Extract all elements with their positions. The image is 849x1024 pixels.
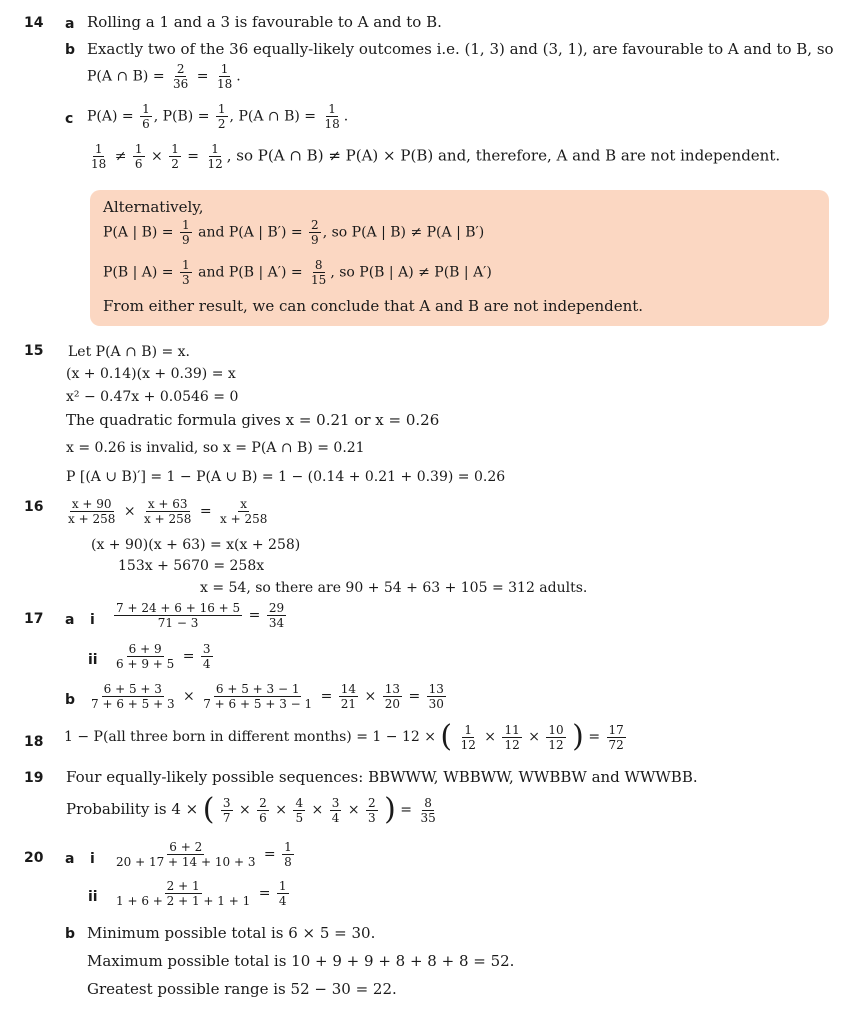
part-label-20a: a <box>65 851 75 867</box>
fraction: $\frac{1}{4}$ <box>278 879 287 908</box>
part-label-17ai: i <box>90 612 95 628</box>
fraction: $\frac{17}{72}$ <box>608 722 624 752</box>
answer-15-line2: (x + 0.14)(x + 0.39) = x <box>66 366 236 382</box>
fraction: $\frac{1}{3}$ <box>182 258 190 287</box>
part-label-14c: c <box>65 111 74 127</box>
fraction: $\frac{6 + 9}{6 + 9 + 5}$ <box>116 642 175 671</box>
fraction: $\frac{3}{4}$ <box>202 642 211 671</box>
answer-16-line3: 153x + 5670 = 258x <box>118 558 265 574</box>
fraction: $\frac{10}{12}$ <box>548 722 564 752</box>
fraction: $\frac{1}{9}$ <box>182 218 190 247</box>
fraction: $\frac{2}{9}$ <box>311 218 319 247</box>
fraction: $\frac{1}{8}$ <box>284 840 292 869</box>
fraction: $\frac{2}{36}$ <box>173 62 189 91</box>
answer-20b-line2: Maximum possible total is 10 + 9 + 9 + 8 + 8 + 8 = 52. <box>87 952 515 970</box>
fraction: $\frac{6 + 2}{20 + 17 + 14 + 10 + 3}$ <box>116 840 256 869</box>
fraction: $\frac{13}{30}$ <box>428 682 444 711</box>
answer-15-line3: x² − 0.47x + 0.0546 = 0 <box>66 389 239 405</box>
fraction: $\frac{13}{20}$ <box>384 682 400 711</box>
question-number-20: 20 <box>24 850 44 866</box>
part-label-17b: b <box>65 692 76 708</box>
answer-16-line4: x = 54, so there are 90 + 54 + 63 + 105 = 312 adults. <box>200 580 588 596</box>
callout-title: Alternatively, <box>103 198 204 216</box>
answer-17aii: $\frac{6 + 9}{6 + 9 + 5}$ = $\frac{3}{4}$ <box>116 642 211 671</box>
callout-conclusion: From either result, we can conclude that A and B are not independent. <box>103 297 644 315</box>
question-number-19: 19 <box>24 770 44 786</box>
callout-line2: P(B | A) = $\frac{1}{3}$ and P(B | A′) = $\frac{8}{15}$ , so P(B | A) ≠ P(B | A′) <box>103 258 492 287</box>
fraction: $\frac{6 + 5 + 3}{7 + 6 + 5 + 3}$ <box>91 682 175 711</box>
fraction: $\frac{x + 63}{x + 258}$ <box>144 497 192 526</box>
part-label-17aii: ii <box>88 652 98 668</box>
answer-15-line6: P [(A ∪ B)′] = 1 − P(A ∪ B) = 1 − (0.14 + 0.21 + 0.39) = 0.26 <box>66 469 506 485</box>
answer-17b: $\frac{6 + 5 + 3}{7 + 6 + 5 + 3}$ × $\frac{6 + 5 + 3 - 1}{7 + 6 + 5 + 3 - 1}$ = $\frac{14}{21}$ × $\frac{13}{20}$ = $\frac{13}{30}$ <box>91 682 444 711</box>
answer-17ai: $\frac{7 + 24 + 6 + 16 + 5}{71 - 3}$ = $\frac{29}{34}$ <box>116 601 285 630</box>
answer-20aii: $\frac{2 + 1}{1 + 6 + 2 + 1 + 1 + 1}$ = $\frac{1}{4}$ <box>116 879 287 908</box>
question-number-15: 15 <box>24 343 44 359</box>
answer-19-line2: Probability is 4 × ( $\frac{3}{7}$ × $\frac{2}{6}$ × $\frac{4}{5}$ × $\frac{3}{4}$ × $\frac{2}{3}$ ) = $\frac{8}{35}$ <box>66 792 436 827</box>
question-number-18: 18 <box>24 734 44 750</box>
answer-18: 1 − P(all three born in different months) = 1 − 12 × ( $\frac{1}{12}$ × $\frac{11}{12}$ × $\frac{10}{12}$ ) = $\frac{17}{72}$ <box>64 719 624 754</box>
answer-20b-line1: Minimum possible total is 6 × 5 = 30. <box>87 924 376 942</box>
fraction: $\frac{2}{3}$ <box>368 795 376 825</box>
question-number-16: 16 <box>24 499 44 515</box>
answer-15-line5: x = 0.26 is invalid, so x = P(A ∩ B) = 0.21 <box>66 440 365 456</box>
fraction: $\frac{7 + 24 + 6 + 16 + 5}{71 - 3}$ <box>116 601 241 630</box>
fraction: $\frac{2 + 1}{1 + 6 + 2 + 1 + 1 + 1}$ <box>116 879 251 908</box>
answer-16-line1: $\frac{x + 90}{x + 258}$ × $\frac{x + 63}{x + 258}$ = $\frac{x}{x + 258}$ <box>68 497 268 526</box>
fraction: $\frac{11}{12}$ <box>504 722 520 752</box>
part-label-14b: b <box>65 42 76 58</box>
part-label-20b: b <box>65 926 76 942</box>
answer-19-line1: Four equally-likely possible sequences: BBWWW, WBBWW, WWBBW and WWWBB. <box>66 768 698 786</box>
part-label-20ai: i <box>90 851 95 867</box>
fraction: $\frac{x}{x + 258}$ <box>220 497 268 526</box>
fraction: $\frac{3}{4}$ <box>331 795 340 825</box>
fraction: $\frac{1}{6}$ <box>134 142 143 171</box>
part-label-14a: a <box>65 16 75 32</box>
fraction: $\frac{1}{2}$ <box>171 142 179 171</box>
fraction: $\frac{1}{18}$ <box>216 62 233 91</box>
fraction: $\frac{6 + 5 + 3 - 1}{7 + 6 + 5 + 3 - 1}$ <box>203 682 313 711</box>
question-number-17: 17 <box>24 611 44 627</box>
callout-line1: P(A | B) = $\frac{1}{9}$ and P(A | B′) = $\frac{2}{9}$ , so P(A | B) ≠ P(A | B′) <box>103 218 485 247</box>
answer-16-line2: (x + 90)(x + 63) = x(x + 258) <box>91 537 301 553</box>
fraction: $\frac{4}{5}$ <box>295 795 304 825</box>
fraction: $\frac{1}{12}$ <box>460 722 476 752</box>
fraction: $\frac{1}{12}$ <box>207 142 223 171</box>
fraction: $\frac{1}{18}$ <box>91 142 107 171</box>
answer-14b-line2: P(A ∩ B) = $\frac{2}{36}$ = $\frac{1}{18}$ . <box>87 62 241 91</box>
answer-15-line1: Let P(A ∩ B) = x. <box>68 344 191 360</box>
answer-14a: Rolling a 1 and a 3 is favourable to A and to B. <box>87 13 442 31</box>
answer-14c-line1: P(A) = $\frac{1}{6}$ , P(B) = $\frac{1}{2}$ , P(A ∩ B) = $\frac{1}{18}$ . <box>87 102 349 131</box>
fraction: $\frac{1}{18}$ <box>324 102 340 131</box>
answer-15-line4: The quadratic formula gives x = 0.21 or x = 0.26 <box>66 411 440 429</box>
fraction: $\frac{1}{2}$ <box>217 102 226 131</box>
fraction: $\frac{1}{6}$ <box>142 102 150 131</box>
fraction: $\frac{8}{15}$ <box>311 258 327 287</box>
fraction: $\frac{2}{6}$ <box>259 795 267 825</box>
fraction: $\frac{3}{7}$ <box>222 795 231 825</box>
fraction: $\frac{14}{21}$ <box>340 682 357 711</box>
fraction: $\frac{x + 90}{x + 258}$ <box>68 497 116 526</box>
fraction: $\frac{29}{34}$ <box>268 601 285 630</box>
answer-20b-line3: Greatest possible range is 52 − 30 = 22. <box>87 980 397 998</box>
answer-14b-line1: Exactly two of the 36 equally-likely outcomes i.e. (1, 3) and (3, 1), are favourable to A and to B, so <box>87 40 834 58</box>
part-label-20aii: ii <box>88 889 98 905</box>
fraction: $\frac{8}{35}$ <box>420 795 436 825</box>
answer-14c-line2: $\frac{1}{18}$ ≠ $\frac{1}{6}$ × $\frac{1}{2}$ = $\frac{1}{12}$ , so P(A ∩ B) ≠ P(A) × P(B) and, therefore, A and B are not independent. <box>91 142 781 171</box>
answer-20ai: $\frac{6 + 2}{20 + 17 + 14 + 10 + 3}$ = $\frac{1}{8}$ <box>116 840 292 869</box>
question-number-14: 14 <box>24 15 44 31</box>
part-label-17a: a <box>65 612 75 628</box>
